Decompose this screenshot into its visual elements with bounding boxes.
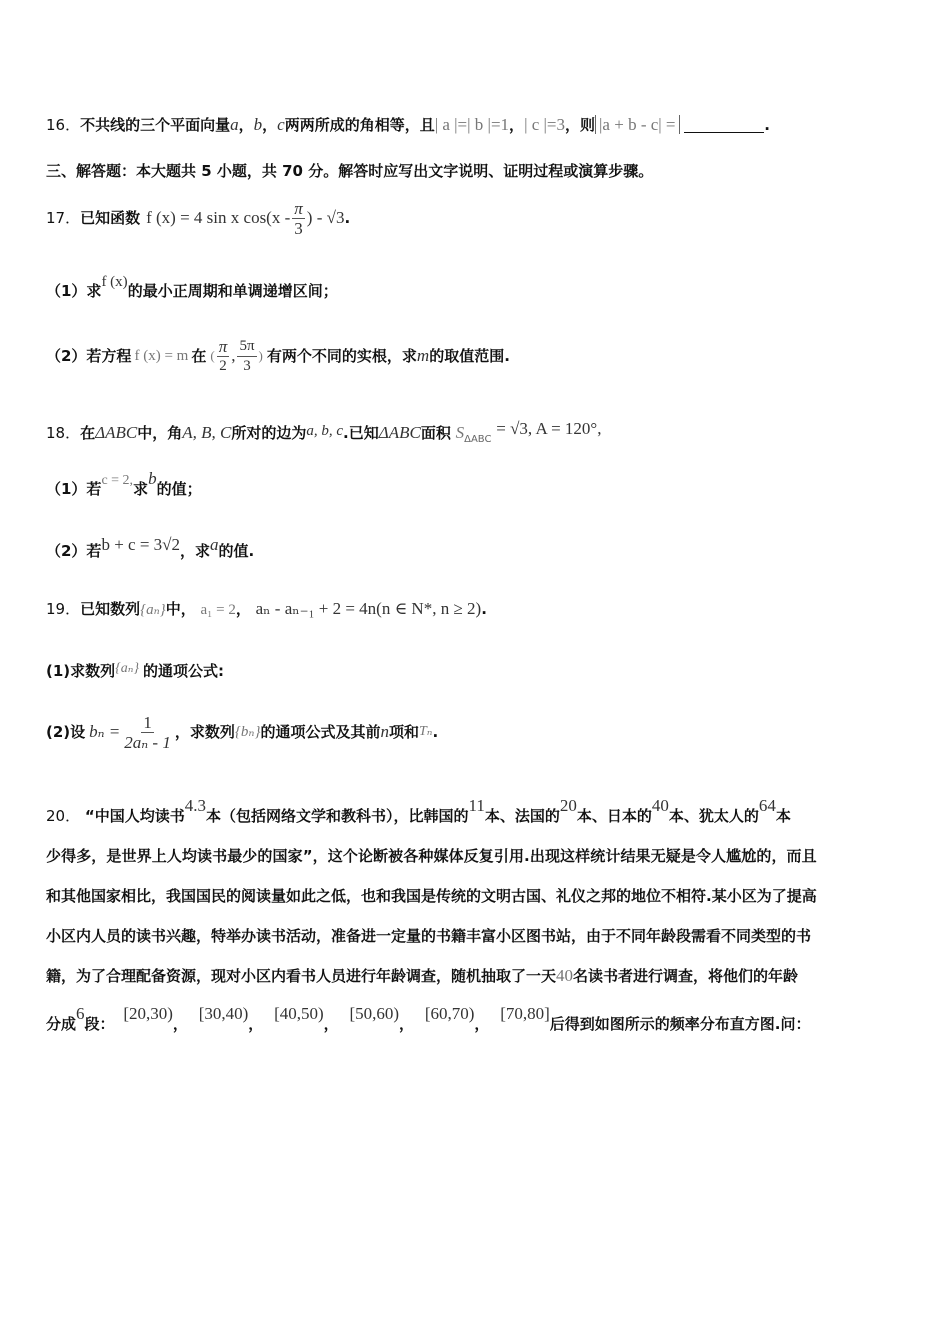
frac-numerator: π (218, 336, 228, 356)
answer-blank[interactable] (684, 116, 764, 133)
q17-p2-frac-a (217, 337, 230, 376)
part-label: (2) (46, 723, 71, 741)
q20-text: 本、犹太人的 (668, 807, 759, 825)
frac-numerator: 1 (143, 712, 152, 732)
q18-part2 (46, 535, 906, 562)
paren-right: ) (258, 348, 263, 363)
q20-value: 4.3 (184, 796, 206, 815)
q19-p2-T: Tₙ (418, 724, 433, 739)
q17-line (46, 196, 906, 240)
vector-c: c (277, 115, 285, 134)
q18-area-value: = √3, A = 120°, (496, 419, 602, 438)
q20-text: 后得到如图所示的频率分布直方图.问： (549, 1015, 811, 1033)
q20-line3: 和其他国家相比，我国国民的阅读量如此之低，也和我国是传统的文明古国、礼仪之邦的地位不相符.某小区为了提高 (46, 887, 817, 905)
q19-p1-text: 求数列 (70, 662, 116, 680)
q19-sequence: {aₙ} (140, 602, 166, 618)
q17-text: 已知函数 (80, 209, 141, 227)
comma: ， (474, 1015, 490, 1033)
q20-value: 40 (651, 796, 669, 815)
q17-p2-in: 在 (191, 347, 207, 365)
q18-p1-end: 的值； (156, 480, 202, 498)
q20-interval: [70,80] (500, 1004, 550, 1023)
comma: ， (172, 1015, 188, 1033)
q19-p2-n: n (380, 722, 389, 741)
q20-interval: [60,70) (424, 1004, 475, 1023)
q18-text: .已知 (343, 424, 379, 442)
comma: , (231, 346, 236, 365)
q17-fraction (292, 199, 305, 238)
q20-interval: [20,30) (123, 1004, 173, 1023)
q19-line (46, 598, 906, 621)
q20-text: 本（包括网络文学和教科书），比韩国的 (205, 807, 469, 825)
q20-text: 段： (84, 1015, 115, 1033)
q18-text: 所对的边为 (231, 424, 307, 442)
frac-numerator: π (294, 198, 303, 218)
q17-p2-text: 有两个不同的实根，求 (266, 347, 417, 365)
q16-cond2: | c |=3 (524, 115, 566, 134)
q18-area-subscript: ΔABC (464, 434, 492, 445)
q18-triangle: ΔABC (378, 423, 421, 442)
q20-line4: 小区内人员的读书兴趣，特举办读书活动，准备进一定量的书籍丰富小区图书站，由于不同年龄段需看不同类型的书 (46, 927, 812, 945)
comma: ， (399, 1015, 415, 1033)
q20-interval: [30,40) (198, 1004, 249, 1023)
q20-text: 本 (775, 807, 791, 825)
frac-denominator: 2aₙ - 1 (124, 732, 171, 752)
q20-value: 40 (556, 966, 574, 985)
q19-p2-b: bₙ = (89, 722, 121, 741)
q20-text: 本、日本的 (576, 807, 652, 825)
q16-number: 16． (46, 116, 81, 134)
q17-p2-m: m (416, 346, 430, 365)
q16-expression: |a + b - c| = (595, 115, 679, 134)
q18-triangle: ΔABC (95, 423, 138, 442)
q20-line6 (46, 1004, 908, 1044)
q18-text: 在 (80, 424, 96, 442)
q18-p1-text: 求 (133, 480, 149, 498)
q16-text: 不共线的三个平面向量 (80, 116, 231, 134)
q19-p1-end: 的通项公式: (143, 662, 225, 680)
q17-p2-frac-b (237, 337, 256, 376)
q17-function-right: ) - √3 (306, 208, 345, 227)
q20-number: 20． (46, 807, 81, 825)
q19-recurrence: aₙ - aₙ₋₁ + 2 = 4n(n ∈ N*, n ≥ 2) (255, 599, 482, 618)
frac-denominator: 3 (294, 218, 303, 238)
paren-left: ( (210, 348, 215, 363)
frac-denominator: 3 (243, 357, 251, 374)
q20-value: 64 (758, 796, 776, 815)
comma: ， (323, 1015, 339, 1033)
period: . (764, 116, 770, 134)
q17-function-left: f (x) = 4 sin x cos(x - (146, 208, 291, 227)
q18-p1-b: b (148, 469, 157, 488)
q20-line1 (46, 796, 908, 836)
separator: ， (235, 600, 251, 618)
comma: ， (248, 1015, 264, 1033)
q17-part2 (46, 332, 906, 380)
q20-text: 籍，为了合理配备资源，现对小区内看书人员进行年龄调查，随机抽取了一天 (46, 967, 557, 985)
q20-value: 20 (559, 796, 577, 815)
q19-p2-text: 设 (70, 723, 86, 741)
q17-p1-text: 的最小正周期和单调递增区间； (127, 282, 338, 300)
q20-text: 分成 (46, 1015, 77, 1033)
q20-interval: [40,50) (274, 1004, 324, 1023)
q19-p2-fraction (122, 713, 173, 752)
q19-initial: a₁ = 2 (200, 602, 236, 618)
q18-text: 面积 (420, 424, 451, 442)
q18-number: 18． (46, 424, 81, 442)
separator: ， (238, 116, 254, 134)
q17-p2-equation: f (x) = m (134, 348, 189, 364)
frac-denominator: 2 (219, 357, 227, 374)
q20-value: 11 (468, 796, 485, 815)
q19-number: 19． (46, 600, 81, 618)
q19-p2-sequence: {bₙ} (234, 724, 261, 740)
part-label: （1）求 (46, 282, 102, 300)
q17-number: 17． (46, 209, 81, 227)
section-heading: 三、解答题：本大题共 5 小题，共 70 分。解答时应写出文字说明、证明过程或演算步骤。 (46, 162, 654, 180)
q18-line (46, 419, 906, 451)
q20-line5 (46, 956, 908, 996)
q18-p2-text: ，求 (180, 542, 211, 560)
q18-p2-end: 的值. (218, 542, 255, 560)
period: . (344, 209, 351, 227)
q17-part1 (46, 274, 906, 303)
part-label: （1）若 (46, 480, 102, 498)
q19-p2-text: ，求数列 (174, 723, 235, 741)
q19-part1 (46, 660, 906, 684)
part-label: （2）若方程 (46, 347, 132, 365)
q19-p2-text: 的通项公式及其前 (260, 723, 381, 741)
vector-a: a (230, 115, 239, 134)
q18-p2-a: a (210, 535, 219, 554)
vector-b: b (253, 115, 263, 134)
q20-line2: 少得多，是世界上人均读书最少的国家”，这个论断被各种媒体反复引用.出现这样统计结果无疑是令人尴尬的，而且 (46, 847, 817, 865)
q19-p1-sequence: {aₙ} (115, 661, 140, 676)
separator: ， (262, 116, 278, 134)
q20-text: 本、法国的 (484, 807, 560, 825)
separator: ， (509, 116, 525, 134)
period: . (432, 723, 439, 741)
frac-numerator: 5π (237, 337, 256, 357)
part-label: (1) (46, 662, 71, 680)
part-label: （2）若 (46, 542, 102, 560)
q17-p1-f: f (x) (101, 274, 128, 290)
q16-text2: 两两所成的角相等，且 (284, 116, 435, 134)
q16-line (46, 114, 906, 136)
q18-sides: a, b, c (306, 423, 344, 439)
q16-cond1: | a |=| b |=1 (434, 115, 510, 134)
q20-value: 6 (76, 1004, 85, 1023)
q20-text: 名读书者进行调查，将他们的年龄 (573, 967, 799, 985)
q20-paragraph (46, 796, 908, 1044)
q18-text: 中，角 (137, 424, 183, 442)
q20-interval: [50,60) (349, 1004, 400, 1023)
q18-p1-condition: c = 2, (101, 473, 134, 488)
q18-angles: A, B, C (182, 423, 232, 442)
q19-text: 已知数列 (80, 600, 141, 618)
q18-p2-equation: b + c = 3√2 (101, 535, 180, 554)
period: . (481, 600, 487, 618)
q19-text: 中， (165, 600, 196, 618)
q20-text: “中国人均读书 (84, 807, 185, 825)
q16-text3: ，则 (565, 116, 596, 134)
q19-p2-text: 项和 (388, 723, 419, 741)
q18-part1 (46, 469, 906, 502)
q19-part2 (46, 708, 906, 756)
q18-area-symbol: S (455, 423, 465, 442)
q17-p2-end: 的取值范围. (429, 347, 510, 365)
